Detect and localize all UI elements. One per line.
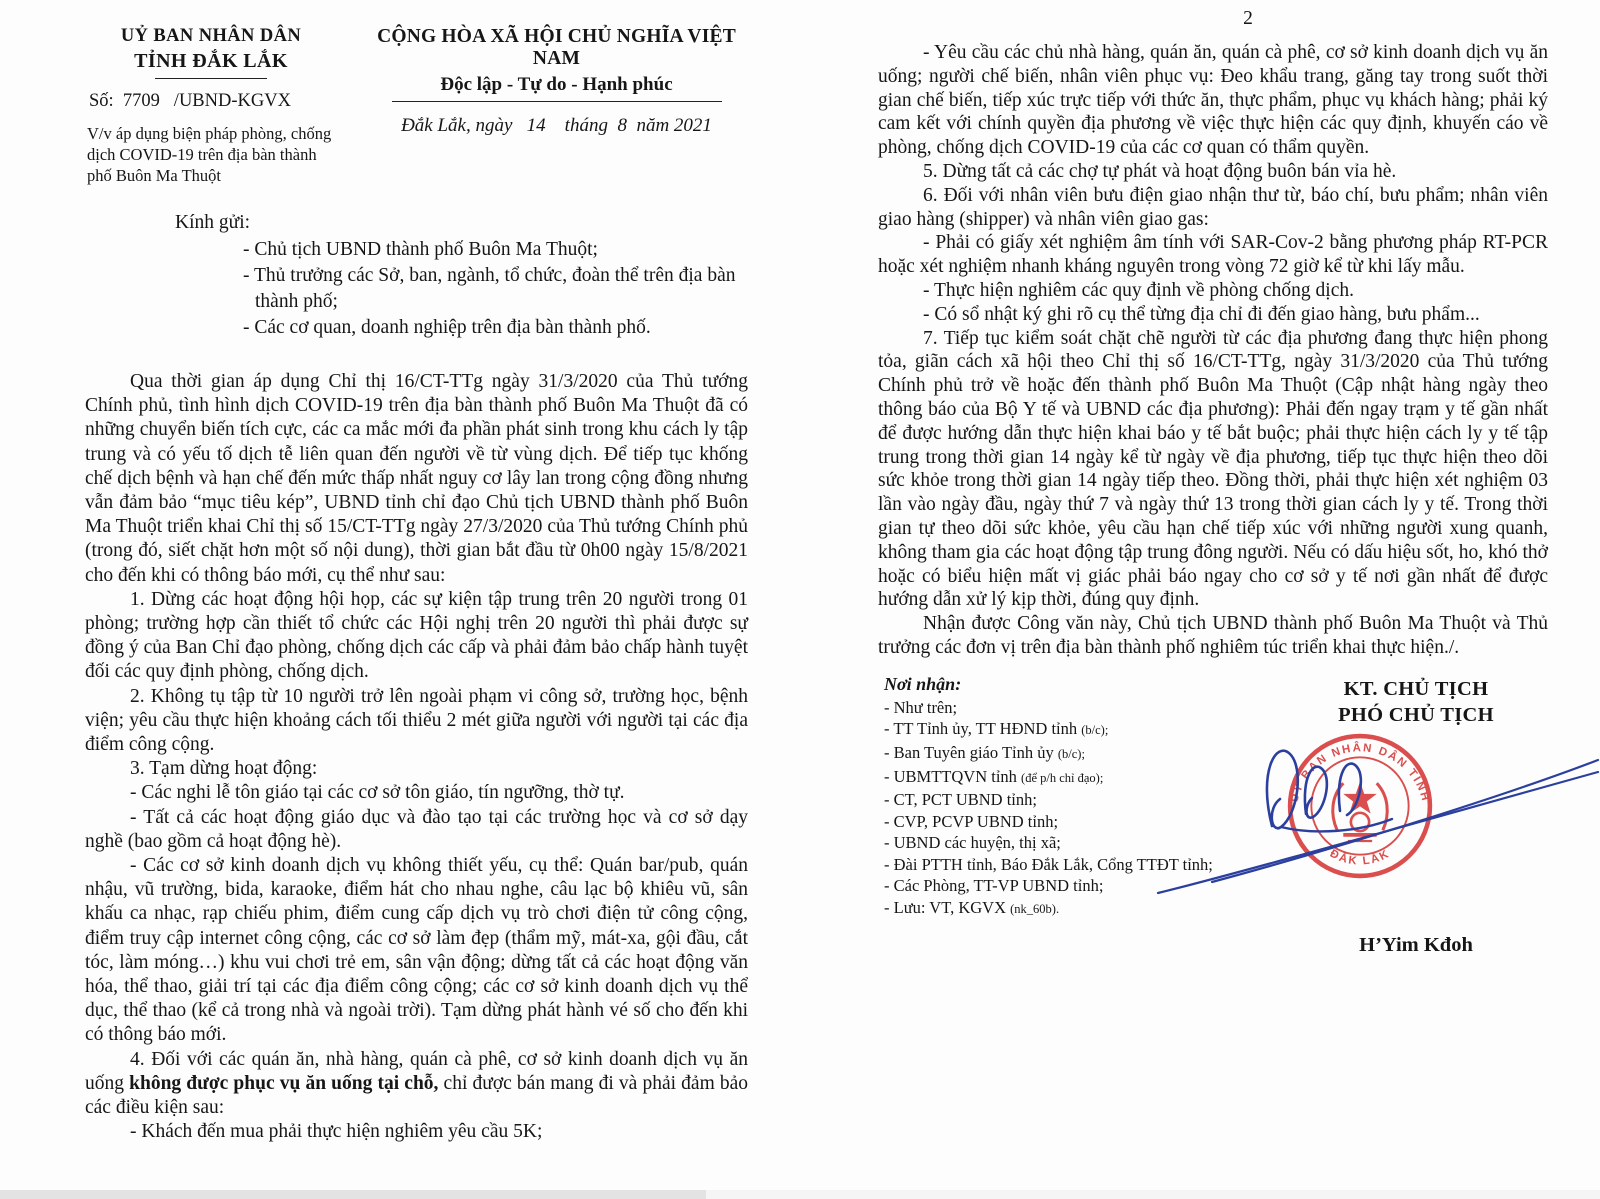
noi-nhan-title: Nơi nhận: (884, 673, 962, 694)
document-subject: V/v áp dụng biện pháp phòng, chống dịch COVID-19 trên địa bàn thành phố Buôn Ma Thuột (87, 124, 332, 185)
paragraph: 3. Tạm dừng hoạt động: (130, 758, 318, 780)
noi-nhan-item: - CVP, PCVP UBND tỉnh; (884, 811, 1059, 831)
paragraph: 1. Dừng các hoạt động hội họp, các sự kiện tập trung trên 20 người trong 01 phòng; trường hợp cần thiết tổ chức các Hội nghị trên 20 người thì phải được sự đồng ý của Ban Chỉ đạo phòng, chống dịch các cấp và phải đảm bảo chấp hành tuyệt đối các quy định phòng, chống dịch. (85, 588, 748, 683)
issuer-name: UỶ BAN NHÂN DÂN (120, 26, 302, 46)
issuer-province: TỈNH ĐẮK LẮK (134, 50, 288, 72)
paragraph: - Các cơ sở kinh doanh dịch vụ không thiết yếu, cụ thể: Quán bar/pub, quán nhậu, vũ trường, bida, karaoke, điểm hát cho nhau nghe, câu lạc bộ khiêu vũ, sân khấu ca nhạc, rạp chiếu phim, điểm cung cấp dịch vụ trò chơi điện tử công cộng, điểm truy cập internet công cộng, các cơ sở làm đẹp (thẩm mỹ, mát-xa, gội đầu, cắt tóc, làm móng…) khu vui chơi trẻ em, sân vận động; dừng tất cả các hoạt động văn hóa, thể thao, giải trí tại các địa điểm công cộng; các cơ sở kinh doanh dịch vụ thể dục, thể thao (kể cả trong nhà và ngoài trời). Tạm dừng phát hành vé số cho đến khi có thông báo mới. (85, 855, 748, 1046)
noi-nhan-item: - UBMTTQVN tỉnh (để p/h chỉ đạo); (884, 766, 1104, 786)
page2-body (878, 41, 1548, 660)
noi-nhan-note: (để p/h chỉ đạo); (1021, 770, 1104, 785)
paragraph: 5. Dừng tất cả các chợ tự phát và hoạt động buôn bán vỉa hè. (923, 160, 1397, 182)
noi-nhan-item: - UBND các huyện, thị xã; (884, 833, 1061, 853)
noi-nhan-item: - TT Tỉnh ủy, TT HĐND tỉnh (b/c); (884, 719, 1109, 739)
paragraph: - Khách đến mua phải thực hiện nghiêm yêu cầu 5K; (130, 1121, 543, 1143)
paragraph: 2. Không tụ tập từ 10 người trở lên ngoài phạm vi công sở, trường học, bệnh viện; yêu cầu thực hiện khoảng cách tối thiểu 2 mét giữa người với người tại các địa điểm công cộng. (85, 685, 748, 756)
stamp-ring-text-bottom: ĐẮK LẮK (1327, 847, 1393, 868)
signer-position: PHÓ CHỦ TỊCH (1338, 703, 1494, 726)
paragraph: - Thực hiện nghiêm các quy định về phòng chống dịch. (923, 279, 1354, 301)
noi-nhan-item: - Như trên; (884, 697, 958, 717)
divider (155, 78, 267, 79)
recipient-list (243, 237, 748, 341)
paragraph: - Phải có giấy xét nghiệm âm tính với SAR-Cov-2 bằng phương pháp RT-PCR hoặc xét nghiệm nhanh kháng nguyên trong vòng 72 giờ kể từ khi lấy mẫu. (878, 232, 1548, 278)
horizontal-scrollbar (0, 1190, 1600, 1199)
stamp-ring-text-top: UỶ BAN NHÂN DÂN TỈNH (1288, 741, 1432, 804)
paragraph: - Tất cả các hoạt động giáo dục và đào tạo tại các trường học và cơ sở dạy nghề (bao gồm cả hoạt động hè). (85, 806, 748, 852)
signature-scrawl-icon (1154, 714, 1600, 904)
paragraph: Qua thời gian áp dụng Chỉ thị 16/CT-TTg ngày 31/3/2020 của Thủ tướng Chính phủ, tình hình dịch COVID-19 trên địa bàn thành phố Buôn Ma Thuột đã có những chuyển biến tích cực, các ca mắc mới đa phần phát sinh trong khu cách ly tập trung và có yếu tố dịch tễ liên quan đến người về từ vùng dịch. Để tiếp tục khống chế dịch bệnh và hạn chế đến mức thấp nhất nguy cơ lây lan trong cộng đồng nhưng vẫn đảm bảo “mục tiêu kép”, UBND tỉnh chỉ đạo Chủ tịch UBND thành phố Buôn Ma Thuột triển khai Chỉ thị số 15/CT-TTg ngày 27/3/2020 của Thủ tướng Chính phủ (trong đó, siết chặt hơn một số nội dung), thời gian bắt đầu từ 0h00 ngày 15/8/2021 cho đến khi có thông báo mới, cụ thể như sau: (85, 371, 748, 586)
date-line: Đắk Lắk, ngày 14 tháng 8 năm 2021 (401, 115, 712, 136)
noi-nhan-item: - Lưu: VT, KGVX (nk_60b). (884, 898, 1060, 918)
signer-authority: KT. CHỦ TỊCH (1343, 677, 1489, 700)
page-number: 2 (1243, 8, 1253, 29)
paragraph: 6. Đối với nhân viên bưu điện giao nhận thư từ, báo chí, bưu phẩm; nhân viên giao hàng (shipper) và nhân viên giao gas: (878, 184, 1548, 230)
paragraph: Nhận được Công văn này, Chủ tịch UBND thành phố Buôn Ma Thuột và Thủ trưởng các đơn vị trên địa bàn thành phố nghiêm túc triển khai thực hiện./. (878, 613, 1548, 658)
divider (392, 101, 722, 102)
noi-nhan-item: - CT, PCT UBND tỉnh; (884, 790, 1037, 810)
national-motto-line2: Độc lập - Tự do - Hạnh phúc (440, 74, 673, 95)
paragraph: - Yêu cầu các chủ nhà hàng, quán ăn, quán cà phê, cơ sở kinh doanh dịch vụ ăn uống; người chế biến, nhân viên phục vụ: Đeo khẩu trang, găng tay trong suốt thời gian chế biến, tiếp xúc trực tiếp với thức ăn, thực phẩm, phục vụ khách hàng; phải ký cam kết với chính quyền địa phương về việc thực hiện các quy định, khuyến cáo về phòng, chống dịch COVID-19 của các cơ quan có thẩm quyền. (878, 42, 1548, 159)
noi-nhan-item: - Đài PTTH tỉnh, Báo Đắk Lắk, Cổng TTĐT tỉnh; (884, 854, 1213, 874)
salutation: Kính gửi: (175, 212, 251, 233)
page1-header (85, 26, 748, 186)
document-number: Số: 7709 /UBND-KGVX (89, 91, 291, 111)
scrollbar-thumb[interactable] (0, 1190, 706, 1199)
document-page-2 (878, 8, 1548, 992)
national-header-block (337, 26, 748, 186)
national-motto-line1: CỘNG HÒA XÃ HỘI CHỦ NGHĨA VIỆT NAM (377, 26, 736, 69)
page1-body (85, 370, 748, 1145)
noi-nhan-item: - Ban Tuyên giáo Tỉnh ủy (b/c); (884, 742, 1085, 762)
noi-nhan-note: (b/c); (1081, 723, 1109, 738)
paragraph: - Có sổ nhật ký ghi rõ cụ thể từng địa chỉ đi đến giao hàng, bưu phẩm... (923, 303, 1480, 325)
recipient-item: - Các cơ quan, doanh nghiệp trên địa bàn thành phố. (243, 317, 651, 338)
paragraph: 4. Đối với các quán ăn, nhà hàng, quán cà phê, cơ sở kinh doanh dịch vụ ăn uống không được phục vụ ăn uống tại chỗ, chỉ được bán mang đi và phải đảm bảo các điều kiện sau: (85, 1048, 749, 1119)
signer-name: H’Yim Kđoh (1359, 933, 1473, 956)
document-page-1 (85, 26, 748, 1145)
page2-footer (878, 672, 1548, 992)
paragraph: 7. Tiếp tục kiểm soát chặt chẽ người từ các địa phương đang thực hiện phong tỏa, giãn cách xã hội theo Chỉ thị số 16/CT-TTg, ngày 31/3/2020 của Thủ tướng Chính phủ trở về hoặc đến thành phố Buôn Ma Thuột (Cập nhật hàng ngày theo thông báo của Bộ Y tế và UBND các địa phương): Phải đến ngay trạm y tế gần nhất để được hướng dẫn thực hiện khai báo y tế bắt buộc; phải thực hiện cách ly y tế tập trung trong thời gian 14 ngày kể từ ngày về địa phương, tiếp tục thực hiện theo dõi sức khỏe trong thời gian 14 ngày tiếp theo. Đồng thời, phải thực hiện xét nghiệm 03 lần vào ngày đầu, ngày thứ 7 và ngày thứ 13 trong thời gian cách ly y tế. Trong thời gian tự theo dõi sức khỏe, yêu cầu hạn chế tiếp xúc với những người xung quanh, không tham gia các hoạt động tập trung đông người. Nếu có dấu hiệu sốt, ho, khó thở hoặc có biểu hiện mất vị giác phải báo ngay cho cơ sở y tế nơi gần nhất để được hướng dẫn xử lý kịp thời, đúng quy định. (878, 327, 1548, 611)
noi-nhan-note: (b/c); (1057, 746, 1085, 761)
recipient-item: - Thủ trưởng các Sở, ban, ngành, tổ chức, đoàn thể trên địa bàn thành phố; (243, 265, 736, 312)
paragraph: - Các nghi lễ tôn giáo tại các cơ sở tôn giáo, tín ngưỡng, thờ tự. (130, 782, 625, 804)
noi-nhan-item: - Các Phòng, TT-VP UBND tỉnh; (884, 876, 1104, 896)
recipient-item: - Chủ tịch UBND thành phố Buôn Ma Thuột; (243, 239, 598, 260)
salutation-block (85, 212, 748, 341)
issuer-block (85, 26, 337, 186)
noi-nhan-note: (nk_60b). (1010, 902, 1060, 917)
